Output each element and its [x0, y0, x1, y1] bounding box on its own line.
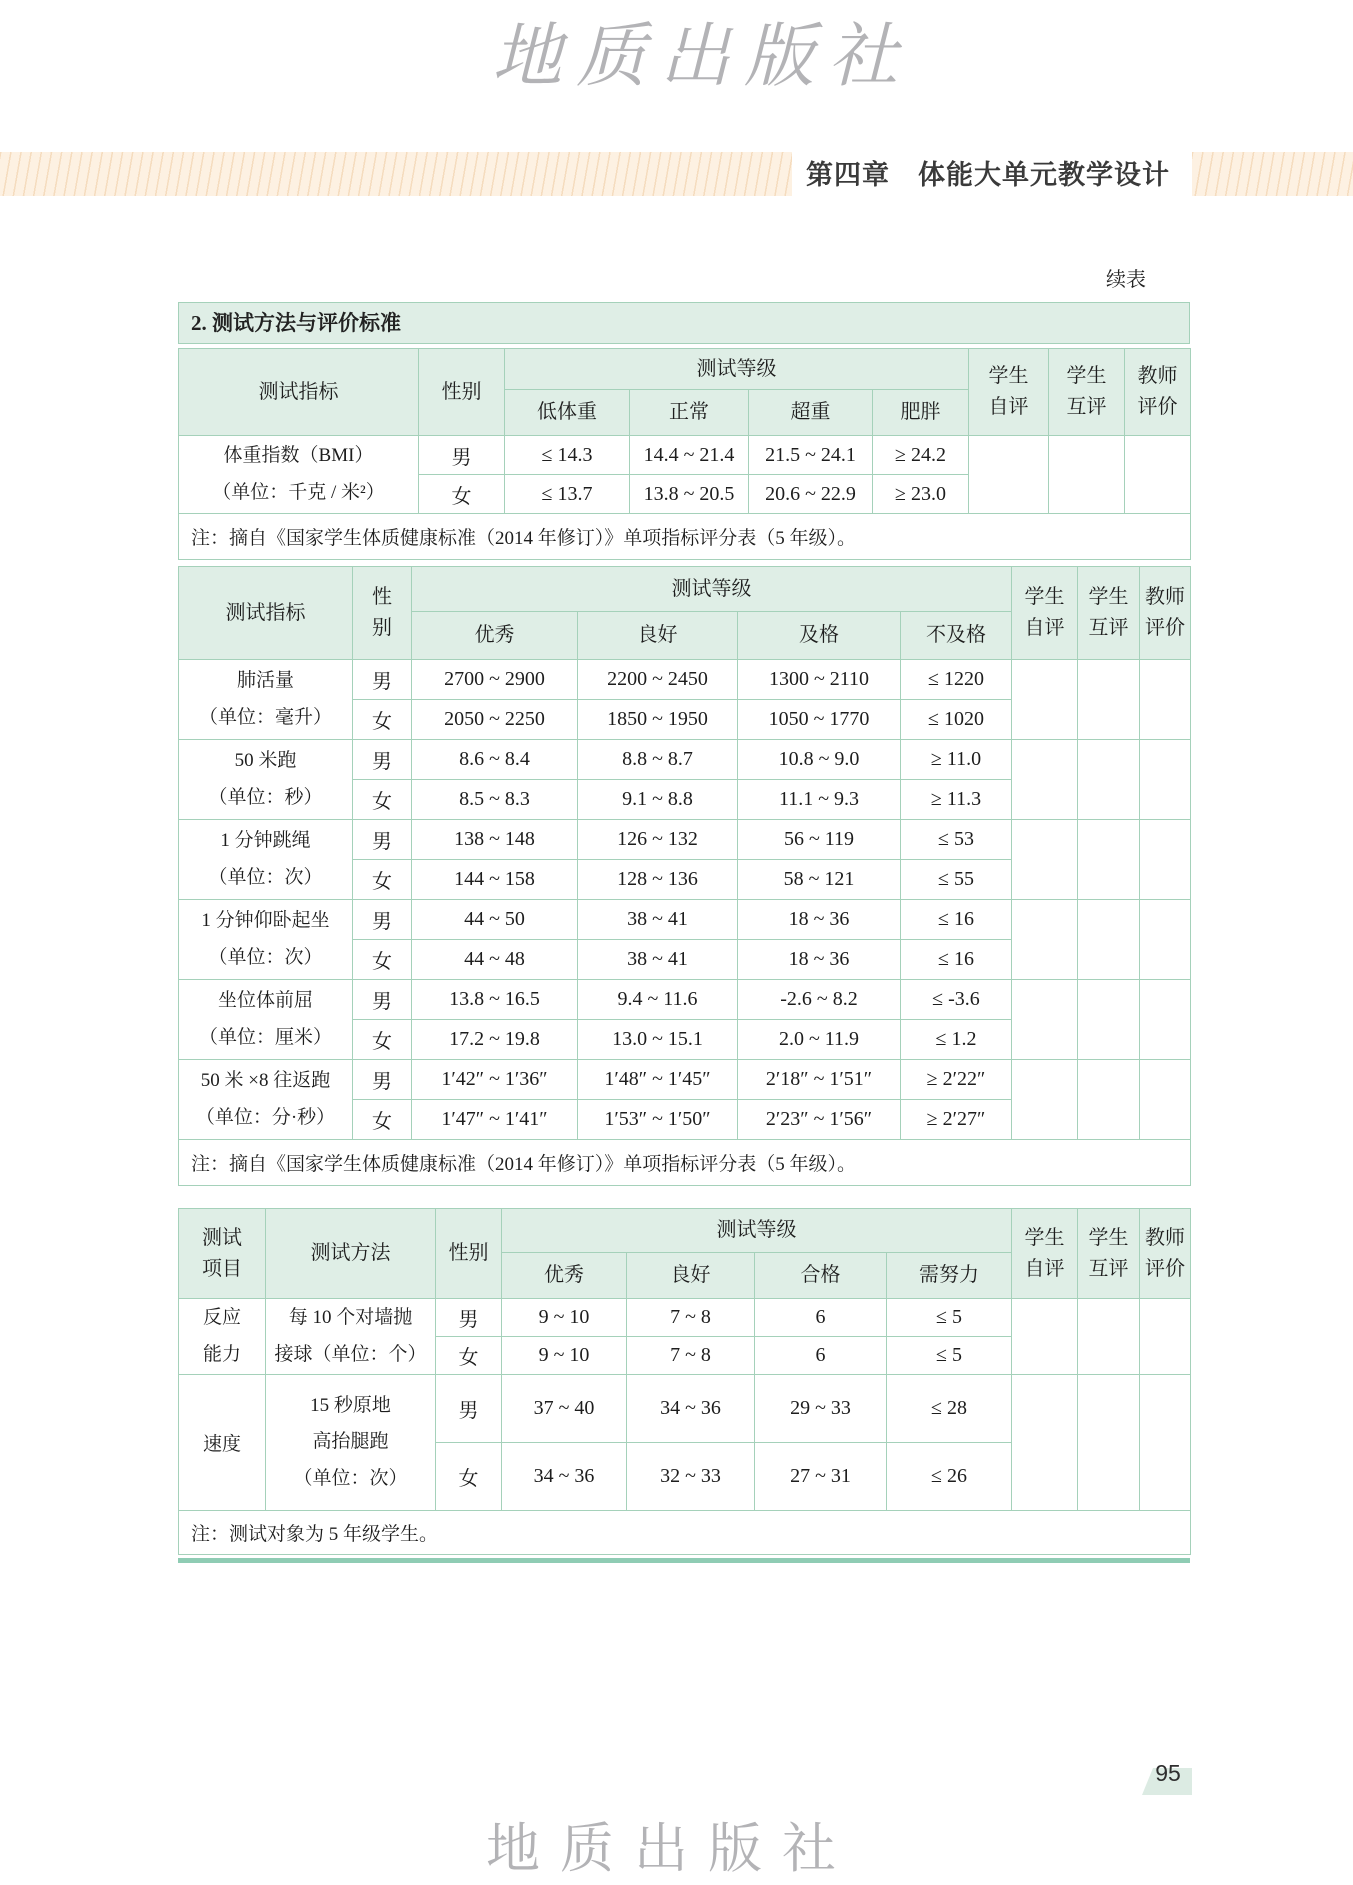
publisher-watermark-top: 地质出版社: [492, 19, 912, 96]
header-cell-grade-group: 测试等级: [412, 567, 1012, 612]
value-cell: 13.8 ~ 16.5: [412, 980, 578, 1020]
grade-header-cell: 合格: [755, 1253, 887, 1299]
grade-header-cell: 正常: [630, 390, 749, 436]
eval-empty-cell: [1078, 980, 1140, 1060]
table-note: 注：测试对象为 5 年级学生。: [179, 1511, 1191, 1555]
gender-cell: 男: [353, 980, 412, 1020]
grade-header-cell: 良好: [627, 1253, 755, 1299]
peer-eval-label: 学生互评: [1066, 365, 1107, 418]
eval-empty-cell: [1140, 980, 1191, 1060]
value-cell: 144 ~ 158: [412, 860, 578, 900]
indicator-name: 50 米 ×8 往返跑: [200, 1070, 331, 1092]
value-cell: ≥ 11.3: [901, 780, 1012, 820]
indicator-cell: [179, 436, 419, 514]
value-cell: ≥ 11.0: [901, 740, 1012, 780]
value-cell: 10.8 ~ 9.0: [738, 740, 901, 780]
value-cell: 20.6 ~ 22.9: [749, 475, 873, 514]
table-row: [179, 820, 1191, 860]
fitness-table: [178, 566, 1191, 1186]
item-name: 反应能力: [202, 1307, 241, 1365]
test-items-table: [178, 1208, 1191, 1555]
value-cell: 13.0 ~ 15.1: [578, 1020, 738, 1060]
value-cell: 56 ~ 119: [738, 820, 901, 860]
indicator-name: 1 分钟仰卧起坐: [201, 910, 330, 932]
value-cell: ≤ 16: [901, 940, 1012, 980]
indicator-unit: （单位：分·秒）: [195, 1106, 336, 1128]
value-cell: ≥ 23.0: [873, 475, 969, 514]
eval-empty-cell: [1012, 900, 1078, 980]
header-cell-grade-group: 测试等级: [505, 349, 969, 390]
indicator-name: 肺活量: [236, 670, 294, 692]
header-cell-teacher-eval: [1140, 567, 1191, 660]
bmi-table: [178, 348, 1191, 560]
method-line: 高抬腿跑: [312, 1431, 389, 1453]
value-cell: 34 ~ 36: [627, 1375, 755, 1443]
indicator-unit: （单位：厘米）: [198, 1026, 332, 1048]
value-cell: ≤ -3.6: [901, 980, 1012, 1020]
value-cell: 1′48″ ~ 1′45″: [578, 1060, 738, 1100]
table-row: [179, 567, 1191, 612]
value-cell: 7 ~ 8: [627, 1299, 755, 1337]
value-cell: 2′23″ ~ 1′56″: [738, 1100, 901, 1140]
grade-header-cell: 肥胖: [873, 390, 969, 436]
value-cell: 32 ~ 33: [627, 1443, 755, 1511]
gender-cell: 女: [353, 1020, 412, 1060]
value-cell: 8.8 ~ 8.7: [578, 740, 738, 780]
header-cell-peer-eval: [1049, 349, 1125, 436]
value-cell: ≤ 5: [887, 1337, 1012, 1375]
value-cell: 27 ~ 31: [755, 1443, 887, 1511]
method-line: 每 10 个对墙抛: [288, 1307, 413, 1329]
header-cell-test-indicator: 测试指标: [179, 349, 419, 436]
grade-header-cell: 需努力: [887, 1253, 1012, 1299]
eval-empty-cell: [1125, 436, 1191, 514]
table-row: [179, 660, 1191, 700]
table-row: [179, 1140, 1191, 1186]
gender-cell: 女: [353, 700, 412, 740]
table-note: 注：摘自《国家学生体质健康标准（2014 年修订）》单项指标评分表（5 年级）。: [179, 1140, 1191, 1186]
gender-cell: 女: [353, 780, 412, 820]
eval-empty-cell: [1012, 980, 1078, 1060]
value-cell: -2.6 ~ 8.2: [738, 980, 901, 1020]
gender-cell: 男: [436, 1375, 502, 1443]
header-cell-gender: [353, 567, 412, 660]
peer-eval-label: 学生互评: [1088, 1226, 1129, 1280]
value-cell: 58 ~ 121: [738, 860, 901, 900]
value-cell: ≤ 14.3: [505, 436, 630, 475]
indicator-unit: （单位：次）: [208, 946, 323, 968]
value-cell: ≥ 2′22″: [901, 1060, 1012, 1100]
grade-header-cell: 及格: [738, 612, 901, 660]
eval-empty-cell: [1078, 1060, 1140, 1140]
table-row: [179, 980, 1191, 1020]
header-cell-test-method: 测试方法: [266, 1209, 436, 1299]
value-cell: ≤ 1.2: [901, 1020, 1012, 1060]
value-cell: 34 ~ 36: [502, 1443, 627, 1511]
value-cell: 9 ~ 10: [502, 1337, 627, 1375]
teacher-eval-label: 教师评价: [1145, 586, 1185, 639]
gender-cell: 女: [353, 940, 412, 980]
gender-cell: 男: [353, 900, 412, 940]
value-cell: 18 ~ 36: [738, 900, 901, 940]
value-cell: 2050 ~ 2250: [412, 700, 578, 740]
value-cell: 1850 ~ 1950: [578, 700, 738, 740]
value-cell: 11.1 ~ 9.3: [738, 780, 901, 820]
indicator-cell: [179, 980, 353, 1060]
eval-empty-cell: [1140, 820, 1191, 900]
header-cell-peer-eval: [1078, 567, 1140, 660]
eval-empty-cell: [1012, 740, 1078, 820]
gender-cell: 男: [353, 1060, 412, 1100]
indicator-cell: [179, 1060, 353, 1140]
chapter-title: 第四章 体能大单元教学设计: [806, 160, 1170, 190]
self-eval-label: 学生自评: [1024, 1226, 1065, 1280]
eval-empty-cell: [1078, 740, 1140, 820]
value-cell: 128 ~ 136: [578, 860, 738, 900]
value-cell: ≤ 1020: [901, 700, 1012, 740]
gender-cell: 女: [353, 1100, 412, 1140]
table-row: [179, 1375, 1191, 1443]
value-cell: ≤ 28: [887, 1375, 1012, 1443]
eval-empty-cell: [969, 436, 1049, 514]
header-cell-self-eval: [1012, 1209, 1078, 1299]
eval-empty-cell: [1012, 1375, 1078, 1511]
value-cell: ≤ 1220: [901, 660, 1012, 700]
gender-cell: 男: [353, 820, 412, 860]
header-cell-teacher-eval: [1125, 349, 1191, 436]
value-cell: 2700 ~ 2900: [412, 660, 578, 700]
indicator-unit: （单位：千克 / 米²）: [212, 481, 385, 503]
eval-empty-cell: [1140, 660, 1191, 740]
eval-empty-cell: [1049, 436, 1125, 514]
self-eval-label: 学生自评: [988, 365, 1029, 418]
table-row: [179, 514, 1191, 560]
value-cell: ≥ 24.2: [873, 436, 969, 475]
publisher-watermark-bottom: 地质出版社: [486, 1819, 856, 1879]
value-cell: 21.5 ~ 24.1: [749, 436, 873, 475]
indicator-cell: [179, 740, 353, 820]
value-cell: 2′18″ ~ 1′51″: [738, 1060, 901, 1100]
value-cell: 13.8 ~ 20.5: [630, 475, 749, 514]
continued-table-label: 续表: [1106, 269, 1146, 291]
gender-cell: 男: [353, 740, 412, 780]
indicator-cell: [179, 900, 353, 980]
gender-label: 性别: [372, 586, 392, 639]
value-cell: ≤ 55: [901, 860, 1012, 900]
gender-cell: 女: [353, 860, 412, 900]
eval-empty-cell: [1078, 1375, 1140, 1511]
method-line: （单位：次）: [293, 1467, 408, 1489]
header-cell-test-item: [179, 1209, 266, 1299]
value-cell: 17.2 ~ 19.8: [412, 1020, 578, 1060]
method-line: 接球（单位：个）: [274, 1343, 427, 1365]
grade-header-cell: 良好: [578, 612, 738, 660]
value-cell: 14.4 ~ 21.4: [630, 436, 749, 475]
value-cell: 126 ~ 132: [578, 820, 738, 860]
table-row: [179, 900, 1191, 940]
peer-eval-label: 学生互评: [1088, 586, 1129, 639]
eval-empty-cell: [1140, 900, 1191, 980]
gender-cell: 女: [419, 475, 505, 514]
value-cell: 2200 ~ 2450: [578, 660, 738, 700]
test-item-label: 测试项目: [202, 1226, 242, 1280]
method-line: 15 秒原地: [310, 1395, 391, 1417]
value-cell: 18 ~ 36: [738, 940, 901, 980]
value-cell: 1050 ~ 1770: [738, 700, 901, 740]
value-cell: 138 ~ 148: [412, 820, 578, 860]
item-cell: 速度: [179, 1375, 266, 1511]
value-cell: 6: [755, 1299, 887, 1337]
value-cell: 1′47″ ~ 1′41″: [412, 1100, 578, 1140]
header-cell-gender: 性别: [436, 1209, 502, 1299]
gender-cell: 女: [436, 1443, 502, 1511]
header-cell-gender: 性别: [419, 349, 505, 436]
header-cell-peer-eval: [1078, 1209, 1140, 1299]
indicator-name: 50 米跑: [234, 750, 297, 772]
value-cell: ≥ 2′27″: [901, 1100, 1012, 1140]
eval-empty-cell: [1012, 1060, 1078, 1140]
value-cell: 9.1 ~ 8.8: [578, 780, 738, 820]
value-cell: 37 ~ 40: [502, 1375, 627, 1443]
grade-header-cell: 优秀: [412, 612, 578, 660]
value-cell: 2.0 ~ 11.9: [738, 1020, 901, 1060]
value-cell: 1′53″ ~ 1′50″: [578, 1100, 738, 1140]
value-cell: 38 ~ 41: [578, 900, 738, 940]
value-cell: 44 ~ 48: [412, 940, 578, 980]
eval-empty-cell: [1078, 820, 1140, 900]
eval-empty-cell: [1078, 900, 1140, 980]
grade-header-cell: 优秀: [502, 1253, 627, 1299]
value-cell: 9.4 ~ 11.6: [578, 980, 738, 1020]
value-cell: 8.5 ~ 8.3: [412, 780, 578, 820]
band-stripes-right: [1192, 152, 1353, 196]
indicator-unit: （单位：次）: [208, 866, 323, 888]
indicator-unit: （单位：秒）: [208, 786, 323, 808]
grade-header-cell: 低体重: [505, 390, 630, 436]
value-cell: 6: [755, 1337, 887, 1375]
eval-empty-cell: [1140, 1299, 1191, 1375]
table-row: [179, 1209, 1191, 1253]
header-cell-self-eval: [969, 349, 1049, 436]
value-cell: 1′42″ ~ 1′36″: [412, 1060, 578, 1100]
eval-empty-cell: [1140, 1375, 1191, 1511]
indicator-name: 1 分钟跳绳: [220, 830, 311, 852]
table-row: [179, 1511, 1191, 1555]
eval-empty-cell: [1140, 740, 1191, 820]
teacher-eval-label: 教师评价: [1137, 365, 1178, 418]
header-cell-self-eval: [1012, 567, 1078, 660]
grade-header-cell: 不及格: [901, 612, 1012, 660]
header-cell-grade-group: 测试等级: [502, 1209, 1012, 1253]
value-cell: ≤ 53: [901, 820, 1012, 860]
value-cell: 1300 ~ 2110: [738, 660, 901, 700]
value-cell: 29 ~ 33: [755, 1375, 887, 1443]
table-row: [179, 349, 1191, 390]
indicator-unit: （单位：毫升）: [198, 706, 332, 728]
indicator-name: 体重指数（BMI）: [223, 445, 374, 467]
eval-empty-cell: [1140, 1060, 1191, 1140]
value-cell: ≤ 26: [887, 1443, 1012, 1511]
value-cell: 44 ~ 50: [412, 900, 578, 940]
table-row: [179, 740, 1191, 780]
gender-cell: 男: [353, 660, 412, 700]
table-row: [179, 436, 1191, 475]
gender-cell: 女: [436, 1337, 502, 1375]
page-content: [178, 0, 1190, 1563]
item-cell: [179, 1299, 266, 1375]
grade-header-cell: 超重: [749, 390, 873, 436]
value-cell: 38 ~ 41: [578, 940, 738, 980]
indicator-cell: [179, 660, 353, 740]
indicator-cell: [179, 820, 353, 900]
header-cell-teacher-eval: [1140, 1209, 1191, 1299]
eval-empty-cell: [1012, 820, 1078, 900]
method-cell: [266, 1299, 436, 1375]
table-note: 注：摘自《国家学生体质健康标准（2014 年修订）》单项指标评分表（5 年级）。: [179, 514, 1191, 560]
page-number: 95: [1155, 1760, 1181, 1786]
indicator-name: 坐位体前屈: [217, 990, 313, 1012]
teacher-eval-label: 教师评价: [1145, 1226, 1185, 1280]
value-cell: ≤ 5: [887, 1299, 1012, 1337]
section-title: 2. 测试方法与评价标准: [178, 302, 1190, 344]
table-row: [179, 1299, 1191, 1337]
eval-empty-cell: [1012, 1299, 1078, 1375]
eval-empty-cell: [1078, 1299, 1140, 1375]
table-bottom-rule: [178, 1558, 1190, 1563]
value-cell: ≤ 16: [901, 900, 1012, 940]
gender-cell: 男: [419, 436, 505, 475]
gender-cell: 男: [436, 1299, 502, 1337]
method-cell: [266, 1375, 436, 1511]
value-cell: ≤ 13.7: [505, 475, 630, 514]
header-cell-test-indicator: 测试指标: [179, 567, 353, 660]
value-cell: 7 ~ 8: [627, 1337, 755, 1375]
eval-empty-cell: [1078, 660, 1140, 740]
self-eval-label: 学生自评: [1024, 586, 1065, 639]
table-row: [179, 1060, 1191, 1100]
eval-empty-cell: [1012, 660, 1078, 740]
value-cell: 9 ~ 10: [502, 1299, 627, 1337]
value-cell: 8.6 ~ 8.4: [412, 740, 578, 780]
